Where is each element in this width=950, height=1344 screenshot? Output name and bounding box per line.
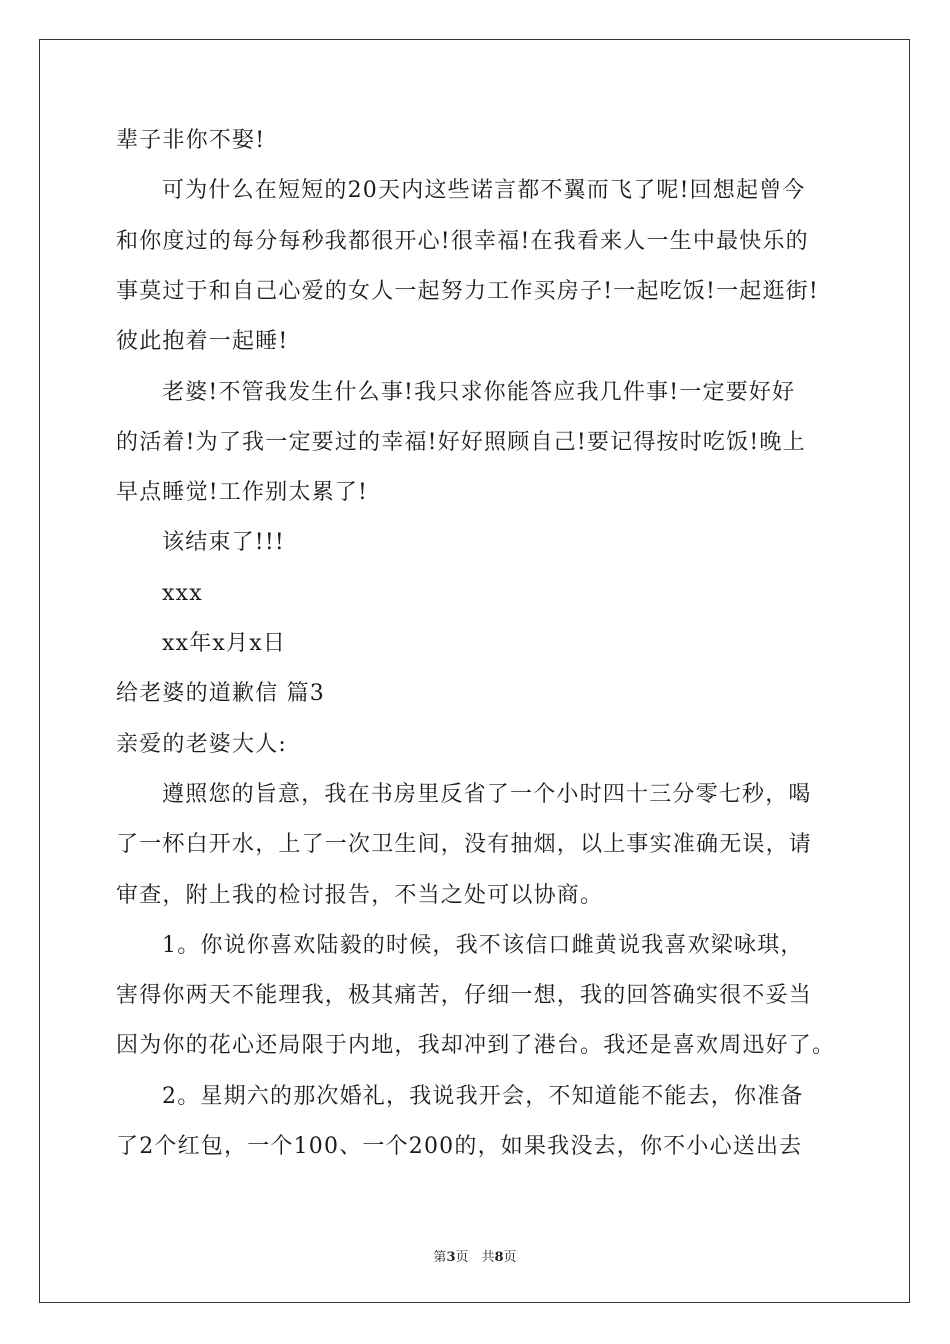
text-line: 的活着!为了我一定要过的幸福!好好照顾自己!要记得按时吃饭!晚上 xyxy=(116,429,806,455)
paragraph-first-line: 可为什么在短短的20天内这些诺言都不翼而飞了呢!回想起曾今 xyxy=(162,178,806,204)
text-line: 了2个红包，一个100、一个200的，如果我没去，你不小心送出去 xyxy=(116,1134,803,1159)
text-line: 和你度过的每分每秒我都很开心!很幸福!在我看来人一生中最快乐的 xyxy=(116,228,809,254)
text-line: 害得你两天不能理我，极其痛苦，仔细一想，我的回答确实很不妥当 xyxy=(116,983,813,1009)
paragraph-first-line: 1。你说你喜欢陆毅的时候，我不该信口雌黄说我喜欢梁咏琪， xyxy=(162,932,804,958)
text-line: 因为你的花心还局限于内地，我却冲到了港台。我还是喜欢周迅好了。 xyxy=(116,1033,836,1059)
footer-total-pages: 8 xyxy=(494,1250,504,1265)
text-line: 事莫过于和自己心爱的女人一起努力工作买房子!一起吃饭!一起逛街! xyxy=(116,278,819,304)
paragraph-first-line: 老婆!不管我发生什么事!我只求你能答应我几件事!一定要好好 xyxy=(162,379,796,405)
paragraph-first-line: 该结束了!!! xyxy=(162,530,285,556)
text-line: 辈子非你不娶! xyxy=(116,128,266,153)
paragraph-first-line: xxx xyxy=(162,580,203,606)
paragraph-first-line: 2。星期六的那次婚礼，我说我开会，不知道能不能去，你准备 xyxy=(162,1083,804,1109)
footer-current-page: 3 xyxy=(446,1250,456,1265)
paragraph-first-line: xx年x月x日 xyxy=(162,631,287,656)
footer-mid: 页 共 xyxy=(455,1250,495,1265)
footer-prefix: 第 xyxy=(433,1250,447,1265)
text-line: 了一杯白开水，上了一次卫生间，没有抽烟，以上事实准确无误，请 xyxy=(116,832,813,858)
text-line: 审查，附上我的检讨报告，不当之处可以协商。 xyxy=(116,882,604,908)
text-line: 早点睡觉!工作别太累了! xyxy=(116,480,369,506)
paragraph-first-line: 遵照您的旨意，我在书房里反省了一个小时四十三分零七秒，喝 xyxy=(162,781,812,807)
text-line: 彼此抱着一起睡! xyxy=(116,329,289,355)
footer-suffix: 页 xyxy=(503,1250,517,1265)
text-line: 亲爱的老婆大人: xyxy=(116,731,288,757)
text-line: 给老婆的道歉信 篇3 xyxy=(116,681,325,707)
page-footer xyxy=(0,1249,950,1267)
